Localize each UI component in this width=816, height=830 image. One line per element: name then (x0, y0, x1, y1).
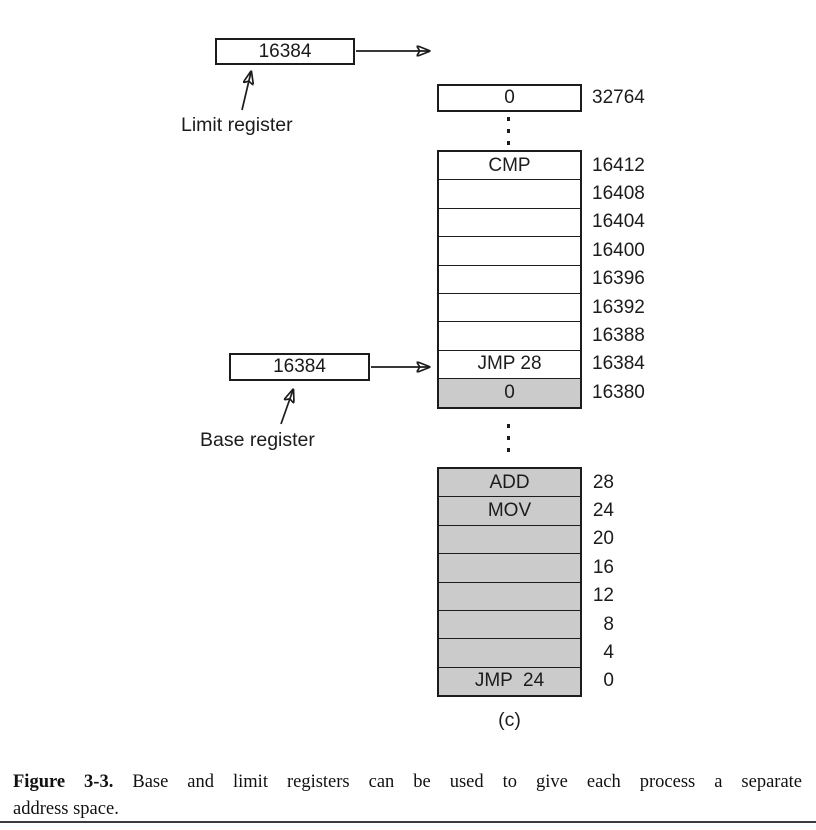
memory-cell-content (439, 294, 580, 321)
memory-address-label: 24 (592, 500, 614, 522)
memory-cell-content (439, 322, 580, 349)
memory-row (439, 469, 614, 496)
memory-cell-content (439, 611, 580, 638)
memory-row (439, 610, 614, 638)
vertical-ellipsis-icon (507, 117, 510, 145)
memory-row (439, 265, 645, 293)
caption-text: Base and limit registers can be used to give each process a separate (132, 772, 803, 792)
memory-row (439, 236, 645, 264)
memory-top-cell-block (437, 84, 645, 112)
memory-row (439, 582, 614, 610)
memory-address-label: 16388 (592, 325, 645, 347)
memory-row (439, 350, 645, 378)
memory-cell-content (439, 209, 580, 236)
limit-register-box (215, 38, 355, 65)
memory-row (439, 86, 645, 110)
memory-row (439, 293, 645, 321)
memory-address-label: 16400 (592, 239, 645, 261)
base-register-pointer-arrow (281, 390, 293, 424)
memory-address-label: 16396 (592, 268, 645, 290)
memory-address-label: 20 (592, 528, 614, 550)
memory-row (439, 321, 645, 349)
panel-label: (c) (498, 709, 521, 731)
memory-address-label: 16380 (592, 381, 645, 403)
page-divider-rule (0, 821, 816, 823)
memory-row (439, 378, 645, 406)
caption-line-1 (13, 769, 802, 796)
memory-address-label: 16 (592, 556, 614, 578)
base-register-value: 16384 (273, 356, 326, 377)
memory-row (439, 208, 645, 236)
memory-address-label: 16408 (592, 183, 645, 205)
memory-lower-block (437, 467, 614, 697)
memory-cell-content (439, 554, 580, 581)
memory-cell-content (439, 639, 580, 666)
memory-row (439, 638, 614, 666)
memory-cell-content (439, 266, 580, 293)
base-register-box (229, 353, 370, 381)
figure-caption (13, 769, 802, 822)
base-register-label: Base register (200, 429, 315, 451)
memory-row (439, 667, 614, 695)
memory-cell-content (439, 180, 580, 207)
memory-row (439, 496, 614, 524)
memory-upper-block (437, 150, 645, 409)
memory-cell-content: CMP (488, 154, 531, 176)
caption-line-2: address space. (13, 798, 119, 819)
memory-address-label: 28 (592, 471, 614, 493)
vertical-ellipsis-icon (507, 424, 510, 452)
memory-cell-content: ADD (489, 471, 530, 493)
memory-cell-content (439, 583, 580, 610)
memory-row (439, 525, 614, 553)
memory-row (439, 152, 645, 179)
memory-address-label: 0 (603, 670, 614, 692)
memory-address-label: 16412 (592, 154, 645, 176)
memory-row (439, 553, 614, 581)
memory-cell-content: 0 (504, 87, 515, 108)
memory-cell-content: MOV (487, 500, 532, 522)
memory-cell-content (439, 237, 580, 264)
memory-cell-content: JMP 28 (477, 353, 542, 375)
limit-register-label: Limit register (181, 114, 293, 136)
memory-address-label: 16404 (592, 211, 645, 233)
memory-cell-content: JMP 24 (474, 670, 545, 692)
limit-register-value: 16384 (258, 40, 312, 62)
memory-address-label: 16384 (592, 353, 645, 375)
memory-address-label: 12 (592, 585, 614, 607)
limit-register-pointer-arrow (242, 72, 251, 110)
memory-row (439, 179, 645, 207)
memory-cell-content (439, 526, 580, 553)
memory-address-label: 32764 (592, 87, 645, 108)
memory-address-label: 16392 (592, 296, 645, 318)
memory-address-label: 4 (603, 642, 614, 664)
memory-address-label: 8 (603, 613, 614, 635)
figure-number-label: Figure 3-3. (13, 772, 114, 792)
memory-cell-content: 0 (504, 381, 515, 403)
